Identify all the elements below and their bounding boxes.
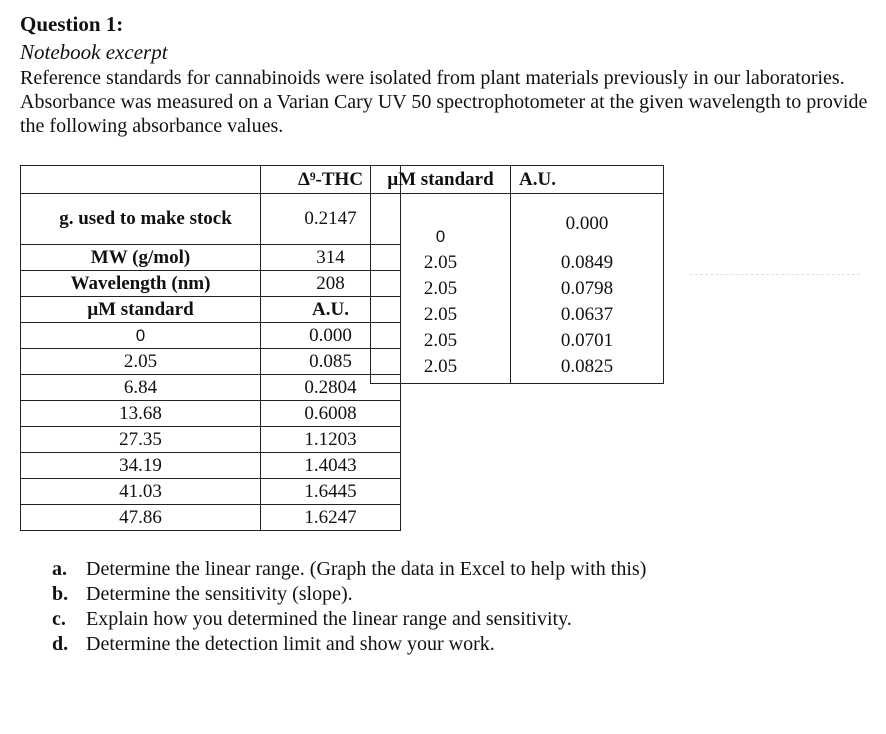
au-cell: 0.000	[261, 323, 401, 349]
au-cell: 0.000	[565, 213, 609, 234]
table-row	[21, 349, 401, 375]
table-row	[21, 505, 401, 531]
wavelength-value: 208	[261, 271, 401, 297]
task-text: Determine the detection limit and show your work.	[86, 633, 495, 655]
au-cell: 1.6247	[261, 505, 401, 531]
grams-value: 0.2147	[261, 194, 401, 245]
au-cell: 0.2804	[261, 375, 401, 401]
au-header: A.U.	[511, 166, 664, 194]
notebook-excerpt-label: Notebook excerpt	[20, 40, 168, 64]
replicate-table	[370, 165, 664, 384]
au-cell: 0.0849	[560, 252, 614, 273]
au-cell: 0.085	[261, 349, 401, 375]
table-row	[21, 401, 401, 427]
std-cell: 13.68	[21, 401, 261, 427]
task-item	[52, 632, 646, 657]
std-column	[371, 194, 511, 384]
std-cell: 0	[21, 323, 261, 349]
au-cell: 1.1203	[261, 427, 401, 453]
std-cell: 2.05	[423, 330, 458, 351]
table-row	[21, 479, 401, 505]
task-text: Determine the sensitivity (slope).	[86, 583, 353, 605]
std-cell: 2.05	[423, 252, 458, 273]
mw-label: MW (g/mol)	[21, 245, 261, 271]
task-letter: a.	[52, 558, 67, 580]
mw-value: 314	[261, 245, 401, 271]
empty-header-cell	[21, 166, 261, 194]
au-cell: 0.0637	[560, 304, 614, 325]
thc-header: Δ⁹-THC	[261, 166, 401, 194]
intro-paragraph: Reference standards for cannabinoids were isolated from plant materials previously in our laboratories. Absorbance was measured on a Varian Cary UV 50 spectrophotometer at the given wavelength to provide the following absorbance values.	[20, 67, 868, 137]
task-item	[52, 582, 646, 607]
std-cell: 0	[435, 227, 446, 246]
au-cell: 1.4043	[261, 453, 401, 479]
std-header: μM standard	[371, 166, 511, 194]
au-cell: 0.0825	[560, 356, 614, 377]
task-item	[52, 557, 646, 582]
table-row	[21, 323, 401, 349]
std-column-label: μM standard	[21, 297, 261, 323]
table-row	[21, 427, 401, 453]
task-letter: c.	[52, 608, 66, 630]
std-cell: 6.84	[21, 375, 261, 401]
std-cell: 2.05	[21, 349, 261, 375]
std-cell: 47.86	[21, 505, 261, 531]
std-cell: 2.05	[423, 278, 458, 299]
grams-label: g. used to make stock	[21, 194, 261, 245]
task-letter: b.	[52, 583, 69, 605]
au-cell: 0.6008	[261, 401, 401, 427]
std-cell: 2.05	[423, 356, 458, 377]
task-text: Explain how you determined the linear range and sensitivity.	[86, 608, 572, 630]
table-row	[21, 453, 401, 479]
std-cell: 41.03	[21, 479, 261, 505]
au-cell: 1.6445	[261, 479, 401, 505]
au-cell: 0.0701	[560, 330, 614, 351]
task-text: Determine the linear range. (Graph the data in Excel to help with this)	[86, 558, 647, 580]
au-column-label: A.U.	[261, 297, 401, 323]
task-item	[52, 607, 646, 632]
thc-standards-table	[20, 165, 401, 531]
task-letter: d.	[52, 633, 69, 655]
table-row	[21, 375, 401, 401]
au-column	[511, 194, 664, 384]
faint-divider	[690, 274, 860, 275]
std-cell: 27.35	[21, 427, 261, 453]
au-cell: 0.0798	[560, 278, 614, 299]
std-cell: 2.05	[423, 304, 458, 325]
question-title: Question 1:	[20, 12, 124, 36]
std-cell: 34.19	[21, 453, 261, 479]
wavelength-label: Wavelength (nm)	[21, 271, 261, 297]
task-list	[52, 557, 646, 657]
